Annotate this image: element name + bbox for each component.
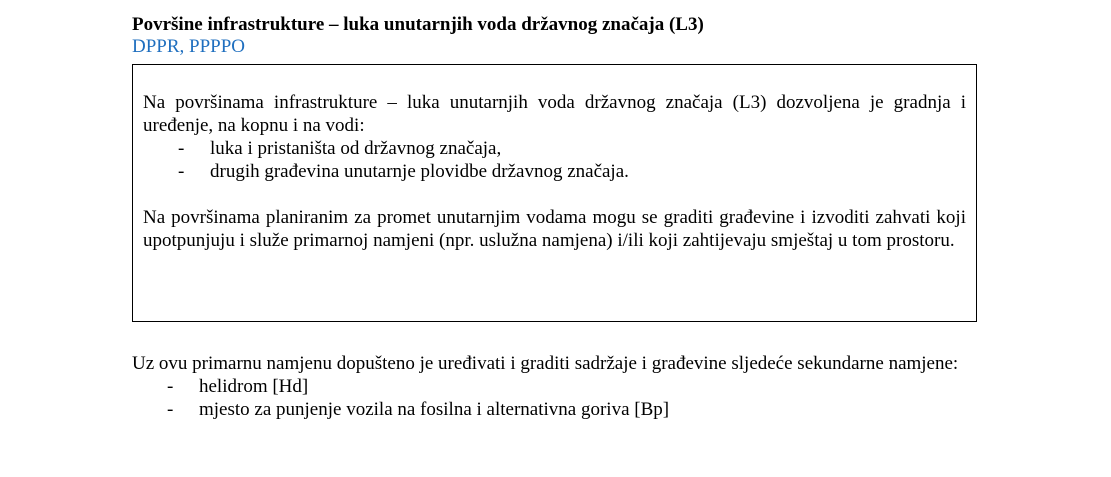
section-header	[132, 14, 1032, 58]
dash-bullet: -	[178, 138, 185, 159]
list-item-text: drugih građevina unutarnje plovidbe državnog značaja.	[210, 161, 629, 182]
section-subtitle: DPPR, PPPPO	[132, 36, 246, 57]
dash-bullet: -	[178, 161, 185, 182]
secondary-list	[132, 375, 1032, 421]
list-item-text: luka i pristaništa od državnog značaja,	[210, 138, 502, 159]
rules-box	[132, 64, 977, 322]
list-item	[143, 160, 966, 183]
dash-bullet: -	[167, 376, 174, 397]
secondary-uses	[132, 352, 1032, 421]
list-item-text: helidrom [Hd]	[199, 376, 309, 397]
box-list	[143, 137, 966, 183]
box-paragraph-2: Na površinama planiranim za promet unutarnjim vodama mogu se graditi građevine i izvoditi zahvati koji upotpunjuju i služe primarnoj namjeni (npr. uslužna namjena) i/ili koji zahtijevaju smještaj u tom prostoru.	[143, 207, 966, 251]
list-item	[132, 375, 1032, 398]
secondary-intro: Uz ovu primarnu namjenu dopušteno je uređivati i graditi sadržaje i građevine sljedeće sekundarne namjene:	[132, 353, 959, 374]
list-item	[143, 137, 966, 160]
box-paragraph-1: Na površinama infrastrukture – luka unutarnjih voda državnog značaja (L3) dozvoljena je gradnja i uređenje, na kopnu i na vodi:	[143, 92, 966, 136]
list-item	[132, 398, 1032, 421]
section-title: Površine infrastrukture – luka unutarnjih voda državnog značaja (L3)	[132, 14, 704, 35]
dash-bullet: -	[167, 399, 174, 420]
list-item-text: mjesto za punjenje vozila na fosilna i alternativna goriva [Bp]	[199, 399, 670, 420]
